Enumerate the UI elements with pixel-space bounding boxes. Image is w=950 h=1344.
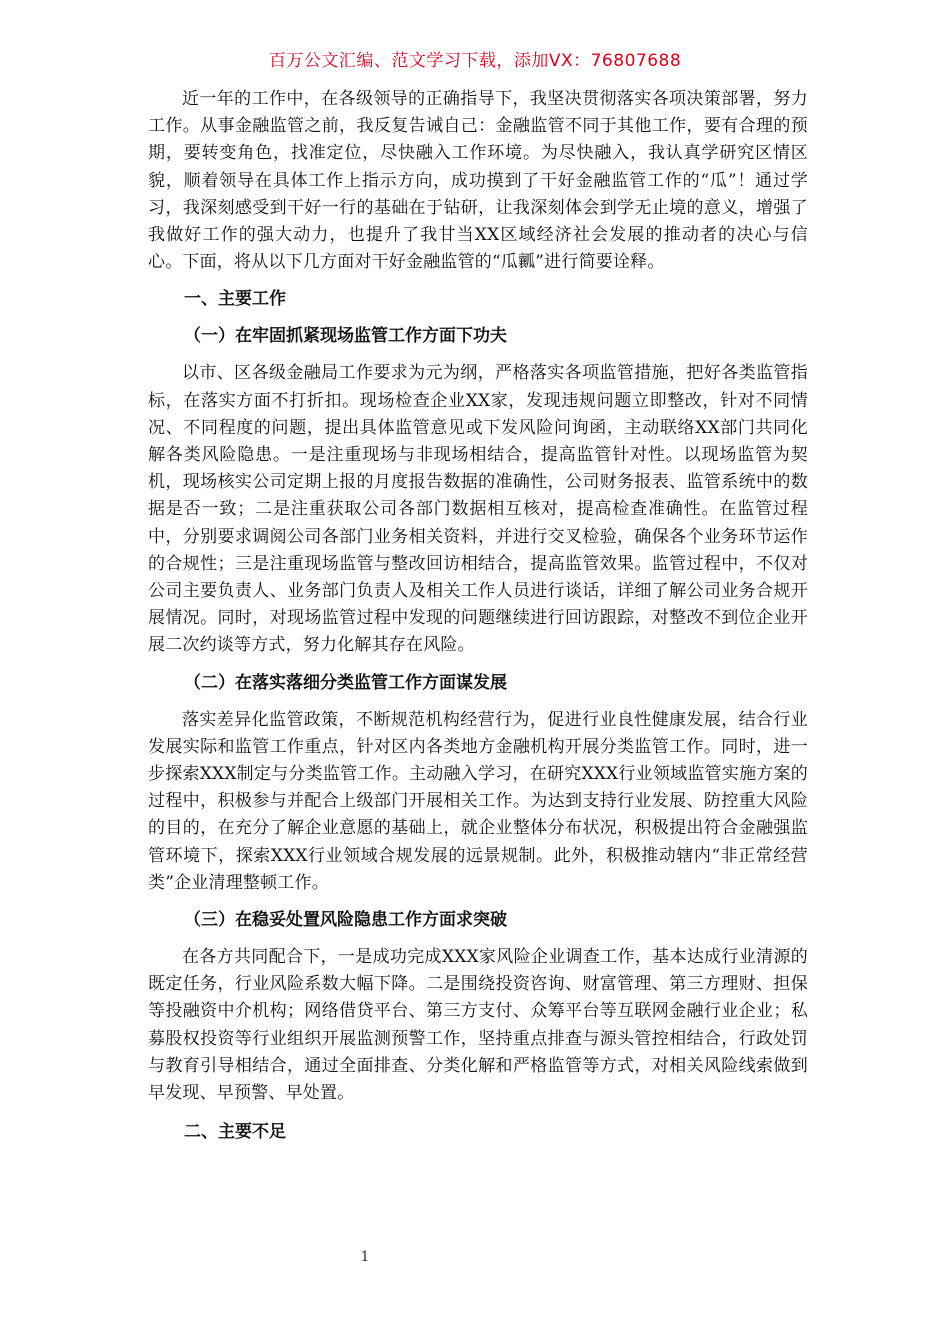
intro-paragraph: 近一年的工作中，在各级领导的正确指导下，我坚决贯彻落实各项决策部署，努力工作。从事金融监管之前，我反复告诫自己：金融监管不同于其他工作，要有合理的预期，要转变角色，找准定位，尽快融入工作环境。为尽快融入，我认真学研究区情区貌，顺着领导在具体工作上指示方向，成功摸到了干好金融监管工作的“瓜”！通过学习，我深刻感受到干好一行的基础在于钻研，让我深刻体会到学无止境的意义，增强了我做好工作的强大动力，也提升了我甘当XX区域经济社会发展的推动者的决心与信心。下面，将从以下几方面对干好金融监管的“瓜瓤”进行简要诠释。 [148, 89, 808, 273]
document-body [148, 86, 808, 1146]
subsection-heading-3: （三）在稳妥处置风险隐患工作方面求突破 [184, 910, 507, 931]
subsection-heading-2: （二）在落实落细分类监管工作方面谋发展 [184, 672, 507, 693]
spacer [148, 350, 808, 360]
spacer [148, 897, 808, 907]
subsection-heading-1: （一）在牢固抓紧现场监管工作方面下功夫 [184, 326, 507, 347]
subsection-body-1: 以市、区各级金融局工作要求为元为纲，严格落实各项监管措施，把好各类监管指标，在落实方面不打折扣。现场检查企业XX家，发现违规问题立即整改，针对不同情况、不同程度的问题，提出具体监管意见或下发风险问询函，主动联络XX部门共同化解各类风险隐患。一是注重现场与非现场相结合，提高监管针对性。以现场监管为契机，现场核实公司定期上报的月度报告数据的准确性，公司财务报表、监管系统中的数据是否一致；二是注重获取公司各部门数据相互核对，提高检查准确性。在监管过程中，分别要求调阅公司各部门业务相关资料，并进行交叉检验，确保各个业务环节运作的合规性；三是注重现场监管与整改回访相结合，提高监管效果。监管过程中，不仅对公司主要负责人、业务部门负责人及相关工作人员进行谈话，详细了解公司业务合规开展情况。同时，对现场监管过程中发现的问题继续进行回访跟踪，对整改不到位企业开展二次约谈等方式，努力化解其存在风险。 [148, 363, 808, 656]
spacer [148, 276, 808, 286]
spacer [148, 1107, 808, 1119]
section-heading-main-work: 一、主要工作 [184, 289, 286, 310]
subsection-body-3: 在各方共同配合下，一是成功完成XXX家风险企业调查工作，基本达成行业清源的既定任务，行业风险系数大幅下降。二是围绕投资咨询、财富管理、第三方理财、担保等投融资中介机构；网络借贷平台、第三方支付、众筹平台等互联网金融行业企业；私募股权投资等行业组织开展监测预警工作，坚持重点排查与源头管控相结合，行政处罚与教育引导相结合，通过全面排查、分类化解和严格监管等方式，对相关风险线索做到早发现、早预警、早处置。 [148, 947, 808, 1104]
section-heading-shortcomings: 二、主要不足 [184, 1122, 286, 1143]
page-number: 1 [360, 1249, 370, 1265]
subsection-body-2: 落实差异化监管政策，不断规范机构经营行为，促进行业良性健康发展，结合行业发展实际和监管工作重点，针对区内各类地方金融机构开展分类监管工作。同时，进一步探索XXX制定与分类监管工作。主动融入学习，在研究XXX行业领域监管实施方案的过程中，积极参与并配合上级部门开展相关工作。为达到支持行业发展、防控重大风险的目的，在充分了解企业意愿的基础上，就企业整体分布状况，积极提出符合金融强监管环境下，探索XXX行业领域合规发展的远景规制。此外，积极推动辖内“非正常经营类”企业清理整顿工作。 [148, 709, 808, 893]
promo-header: 百万公文汇编、范文学习下载，添加VX：76807688 [268, 51, 682, 71]
spacer [148, 313, 808, 323]
spacer [148, 697, 808, 707]
spacer [148, 660, 808, 670]
spacer [148, 934, 808, 944]
